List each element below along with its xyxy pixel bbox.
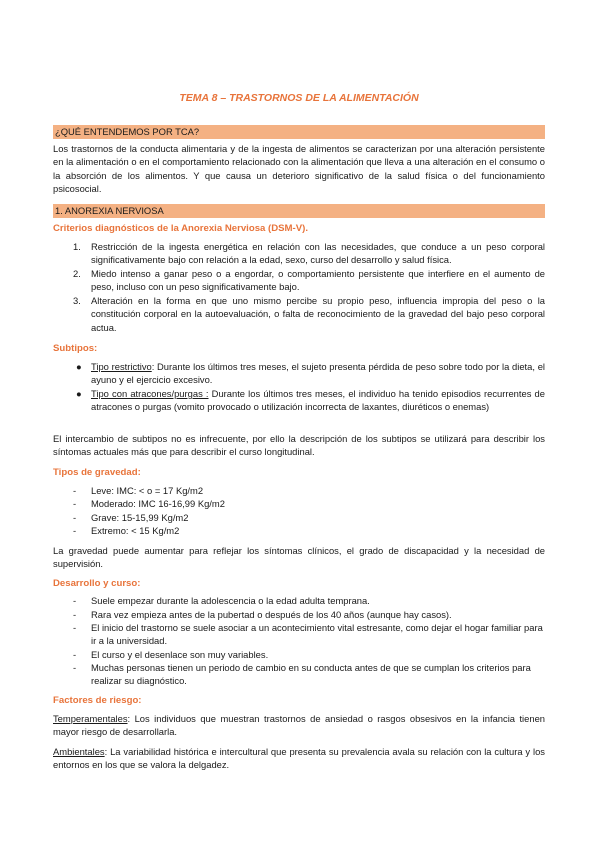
subtype-label: Tipo con atracones/purgas : [91,388,209,399]
criteria-text: Miedo intenso a ganar peso o a engordar, o comportamiento persistente que interfiere en el aumento de peso, incluso con un peso significativamente bajo. [91,268,545,293]
criteria-number: 1. [73,241,81,252]
subtype-label: Tipo restrictivo [91,361,152,372]
subtype-item [73,387,545,414]
subtype-item [73,360,545,387]
course-title: Desarrollo y curso: [53,578,141,589]
criteria-item [73,240,545,267]
criteria-item [73,294,545,334]
course-item: - Muchas personas tienen un periodo de cambio en su conducta antes de que se cumplan los criterios para realizar su diagnóstico. [73,662,531,687]
course-item: - El curso y el desenlace son muy variables. [73,649,269,660]
criteria-number: 3. [73,295,81,306]
document-title: TEMA 8 – TRASTORNOS DE LA ALIMENTACIÓN [179,92,419,104]
severity-item: - Extremo: < 15 Kg/m2 [73,525,180,536]
course-item: - Suele empezar durante la adolescencia o la edad adulta temprana. [73,595,370,606]
severity-item: - Moderado: IMC 16-16,99 Kg/m2 [73,498,225,509]
severity-item: - Leve: IMC: < o = 17 Kg/m2 [73,485,204,496]
subtype-text: Durante los últimos tres meses, el individuo ha tenido episodios recurrentes de atracones o purgas (vomito provocado o utilización incorrecta de laxantes, diuréticos o enemas) [91,388,545,413]
criteria-number: 2. [73,268,81,279]
risk-title: Factores de riesgo: [53,695,142,706]
criteria-text: Restricción de la ingesta energética en relación con las necesidades, que conduce a un peso corporal significativamente bajo con relación a la edad, sexo, curso del desarrollo y salud física. [91,241,545,266]
severity-item: - Grave: 15-15,99 Kg/m2 [73,512,189,523]
severity-note: La gravedad puede aumentar para reflejar los síntomas clínicos, el grado de discapacidad y la necesidad de supervisión. [53,545,545,570]
bullet-icon: ● [76,361,82,372]
course-item: - El inicio del trastorno se suele asociar a un acontecimiento vital estresante, como dejar el hogar familiar para ir a la universidad. [73,622,543,647]
bullet-icon: ● [76,388,82,399]
subtypes-title: Subtipos: [53,343,98,354]
subtypes-note: El intercambio de subtipos no es infrecuente, por ello la descripción de los subtipos se utilizará para describir los síntomas actuales más que para describir el curso longitudinal. [53,433,545,458]
criteria-text: Alteración en la forma en que uno mismo percibe su propio peso, influencia impropia del peso o la constitución corporal en la autoevaluación, o falta de reconocimiento de la gravedad del bajo peso corporal actua. [91,295,545,333]
subtype-text: : Durante los últimos tres meses, el sujeto presenta pérdida de peso sobre todo por la dieta, el ayuno y el ejercicio excesivo. [91,361,545,386]
section-heading-anorexia: 1. ANOREXIA NERVIOSA [53,204,545,218]
risk-item-temperamental: Temperamentales: Los individuos que muestran trastornos de ansiedad o rasgos obsesivos en la infancia tienen mayor riesgo de desarrollarla. [53,713,545,738]
severity-title: Tipos de gravedad: [53,467,141,478]
course-item: - Rara vez empieza antes de la pubertad o después de los 40 años (aunque hay casos). [73,609,452,620]
criteria-item [73,267,545,294]
criteria-title: Criterios diagnósticos de la Anorexia Nerviosa (DSM-V). [53,223,309,234]
tca-definition: Los trastornos de la conducta alimentaria y de la ingesta de alimentos se caracterizan por una alteración persistente en la alimentación o en el comportamiento relacionado con la alimentación que lleva a una alteración en el consumo o la absorción de los alimentos. Y que causa un deterioro significativo de la salud física o del funcionamiento psicosocial. [53,143,545,194]
section-heading-tca: ¿QUÉ ENTENDEMOS POR TCA? [53,125,545,139]
risk-item-environmental: Ambientales: La variabilidad histórica e intercultural que presenta su prevalencia avala su relación con la cultura y los entornos en los que se valora la delgadez. [53,746,545,771]
